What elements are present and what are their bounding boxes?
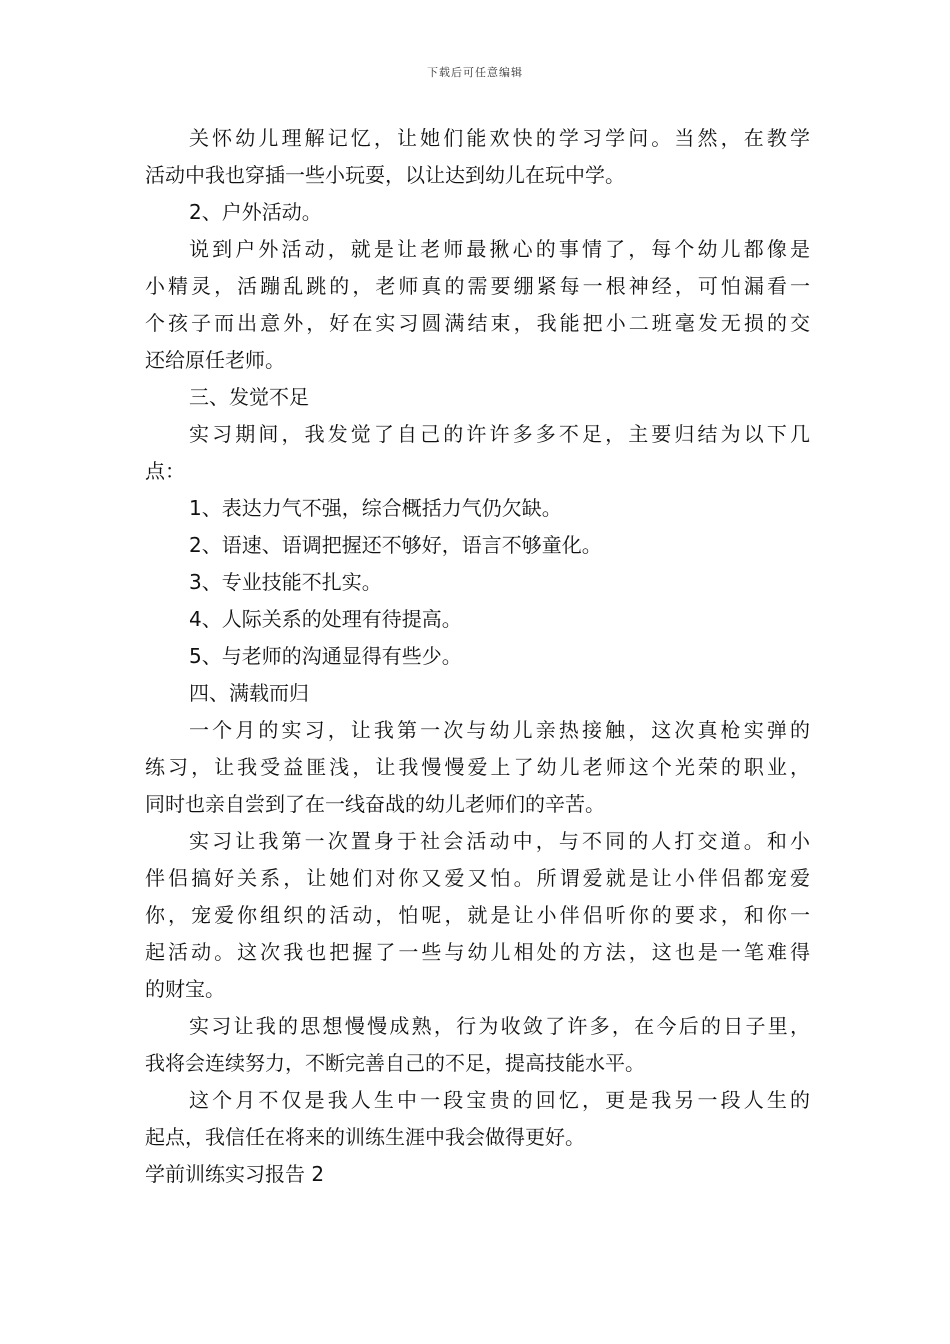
text-line: 3、专业技能不扎实。	[189, 570, 382, 594]
text-line: 个孩子而出意外，好在实习圆满结束，我能把小二班毫发无损的交	[145, 311, 810, 335]
page-header: 下载后可任意编辑	[427, 66, 523, 79]
text-line: 2、语速、语调把握还不够好，语言不够童化。	[189, 533, 602, 557]
text-line: 实习让我的思想慢慢成熟，行为收敛了许多，在今后的日子里，	[189, 1014, 810, 1038]
text-line: 同时也亲自尝到了在一线奋战的幼儿老师们的辛苦。	[145, 792, 605, 816]
text-line: 我将会连续努力，不断完善自己的不足，提高技能水平。	[145, 1051, 645, 1075]
text-line: 一个月的实习，让我第一次与幼儿亲热接触，这次真枪实弹的	[189, 718, 810, 742]
text-line: 起点，我信任在将来的训练生涯中我会做得更好。	[145, 1125, 585, 1149]
text-line: 练习，让我受益匪浅，让我慢慢爱上了幼儿老师这个光荣的职业，	[145, 755, 810, 779]
text-line: 小精灵，活蹦乱跳的，老师真的需要绷紧每一根神经，可怕漏看一	[145, 274, 810, 298]
text-line: 关怀幼儿理解记忆，让她们能欢快的学习学问。当然，在教学	[189, 126, 810, 150]
text-line: 说到户外活动，就是让老师最揪心的事情了，每个幼儿都像是	[189, 237, 810, 261]
text-line: 1、表达力气不强，综合概括力气仍欠缺。	[189, 496, 562, 520]
text-line: 5、与老师的沟通显得有些少。	[189, 644, 462, 668]
text-line: 的财宝。	[145, 977, 225, 1001]
text-line: 三、发觉不足	[189, 385, 309, 409]
text-line: 四、满载而归	[189, 681, 309, 705]
text-line: 伴侣搞好关系，让她们对你又爱又怕。所谓爱就是让小伴侣都宠爱	[145, 866, 810, 890]
text-line: 你，宠爱你组织的活动，怕呢，就是让小伴侣听你的要求，和你一	[145, 903, 810, 927]
text-line: 活动中我也穿插一些小玩耍，以让达到幼儿在玩中学。	[145, 163, 625, 187]
text-line: 实习让我第一次置身于社会活动中，与不同的人打交道。和小	[189, 829, 810, 853]
text-line: 2、户外活动。	[189, 200, 322, 224]
section-heading: 学前训练实习报告 2	[145, 1162, 325, 1186]
document-body	[145, 120, 810, 1193]
text-line: 这个月不仅是我人生中一段宝贵的回忆，更是我另一段人生的	[189, 1088, 810, 1112]
text-line: 点：	[145, 459, 185, 483]
text-line: 起活动。这次我也把握了一些与幼儿相处的方法，这也是一笔难得	[145, 940, 810, 964]
text-line: 还给原任老师。	[145, 348, 285, 372]
text-line: 4、人际关系的处理有待提高。	[189, 607, 462, 631]
text-line: 实习期间，我发觉了自己的许许多多不足，主要归结为以下几	[189, 422, 810, 446]
